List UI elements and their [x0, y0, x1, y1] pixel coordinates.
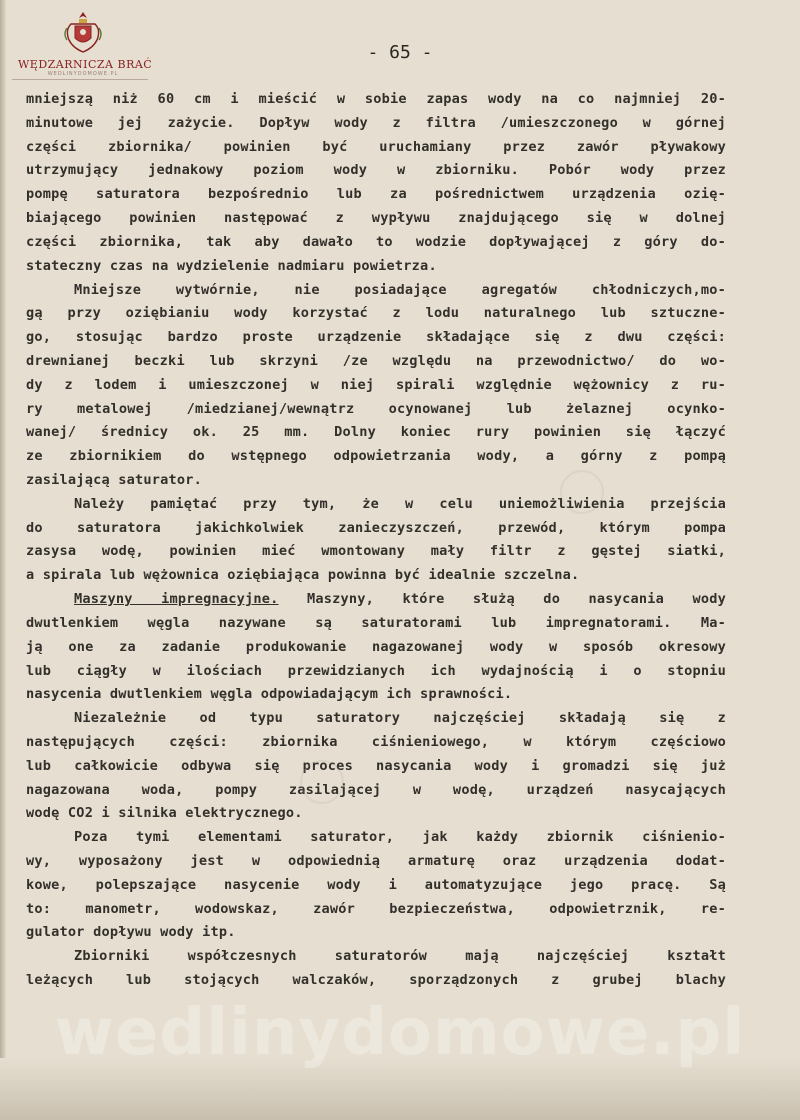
- text-line: Poza tymi elementami saturator, jak każdy zbiornik ciśnienio-: [74, 829, 726, 846]
- section-heading: Maszyny impregnacyjne.: [74, 591, 279, 608]
- text-line: Zbiorniki współczesnych saturatorów mają najczęściej kształt: [74, 948, 726, 965]
- text-line: utrzymujący jednakowy poziom wody w zbiorniku. Pobór wody przez: [26, 162, 726, 179]
- text-line: drewnianej beczki lub skrzyni /ze względu na przewodnictwo/ do wo-: [26, 352, 726, 369]
- text-line: następujących części: zbiornika ciśnieniowego, w którym częściowo: [26, 733, 726, 750]
- text-line: części zbiornika, tak aby dawało to wodzie dopływającej z góry do-: [26, 233, 726, 250]
- text-line: ry metalowej /miedzianej/wewnątrz ocynowanej lub żelaznej ocynko-: [26, 400, 726, 417]
- text-line: nasycenia dwutlenkiem węgla odpowiadającym ich sprawności.: [26, 686, 513, 703]
- text-line: dy z lodem i umieszczonej w niej spirali względnie wężownicy z ru-: [26, 376, 726, 393]
- text-line: gulator dopływu wody itp.: [26, 924, 236, 941]
- text-line: lub całkowicie odbywa się proces nasycania wody i gromadzi się już: [26, 757, 726, 774]
- text-line: leżących lub stojących walczaków, sporządzonych z grubej blachy: [26, 972, 726, 989]
- text-line: stateczny czas na wydzielenie nadmiaru powietrza.: [26, 257, 437, 274]
- page-number: - 65 -: [367, 42, 433, 63]
- text-line: to: manometr, wodowskaz, zawór bezpieczeństwa, odpowietrznik, re-: [26, 900, 726, 917]
- text-line: Mniejsze wytwórnie, nie posiadające agregatów chłodniczych,mo-: [74, 281, 726, 298]
- text-line: zasilającą saturator.: [26, 472, 203, 488]
- text-line: części zbiornika/ powinien być uruchamiany przez zawór pływakowy: [26, 138, 726, 155]
- text-line: a spirala lub wężownica oziębiająca powinna być idealnie szczelna.: [26, 567, 580, 584]
- logo-divider: [12, 79, 148, 80]
- section-heading-line: Maszyny impregnacyjne. Maszyny, które służą do nasycania wody: [74, 591, 726, 608]
- text-line: minutowe jej zażycie. Dopływ wody z filtra /umieszczonego w górnej: [26, 114, 726, 131]
- watermark-text: wedlinydomowe.pl: [54, 996, 746, 1070]
- text-line: mniejszą niż 60 cm i mieścić w sobie zapas wody na co najmniej 20-: [26, 91, 726, 107]
- text-line: pompę saturatora bezpośrednio lub za pośrednictwem urządzenia ozię-: [26, 186, 726, 203]
- text-line: go, stosując bardzo proste urządzenie składające się z dwu części:: [26, 329, 726, 346]
- text-line: gą przy oziębianiu wody korzystać z lodu naturalnego lub sztuczne-: [26, 305, 726, 322]
- logo-name: WĘDZARNICZA BRAĆ: [18, 58, 153, 71]
- text-line: biającego powinien następować z wypływu znajdującego się w dolnej: [26, 210, 726, 227]
- text-line: ze zbiornikiem do wstępnego odpowietrzania wody, a górny z pompą: [26, 448, 726, 465]
- logo-subtitle: WEDLINYDOMOWE.PL: [47, 71, 119, 77]
- text-line: ją one za zadanie produkowanie nagazowanej wody w sposób okresowy: [26, 638, 726, 655]
- text-line: lub ciągły w ilościach przewidzianych ich wydajnością i o stopniu: [26, 662, 726, 679]
- watermark-stamp: [300, 760, 344, 804]
- text-line: dwutlenkiem węgla nazywane są saturatorami lub impregnatorami. Ma-: [26, 614, 726, 631]
- text-line: kowe, polepszające nasycenie wody i automatyzujące jego pracę. Są: [26, 876, 726, 893]
- text-line: wanej/ średnicy ok. 25 mm. Dolny koniec rury powinien się łączyć: [26, 424, 726, 441]
- text-line: wodę CO2 i silnika elektrycznego.: [26, 805, 303, 822]
- body-text: [26, 88, 726, 993]
- watermark-stamp: [560, 470, 604, 514]
- text-line: wy, wyposażony jest w odpowiednią armaturę oraz urządzenia dodat-: [26, 853, 726, 869]
- page-edge: [0, 0, 6, 1120]
- text-line: do saturatora jakichkolwiek zanieczyszczeń, przewód, którym pompa: [26, 519, 726, 536]
- text-line: nagazowana woda, pompy zasilającej w wodę, urządzeń nasycających: [26, 781, 726, 798]
- text-line: Niezależnie od typu saturatory najczęściej składają się z: [74, 710, 726, 727]
- text-line: Należy pamiętać przy tym, że w celu uniemożliwienia przejścia: [74, 495, 726, 512]
- text-line: zasysa wodę, powinien mieć wmontowany mały filtr z gęstej siatki,: [26, 543, 726, 560]
